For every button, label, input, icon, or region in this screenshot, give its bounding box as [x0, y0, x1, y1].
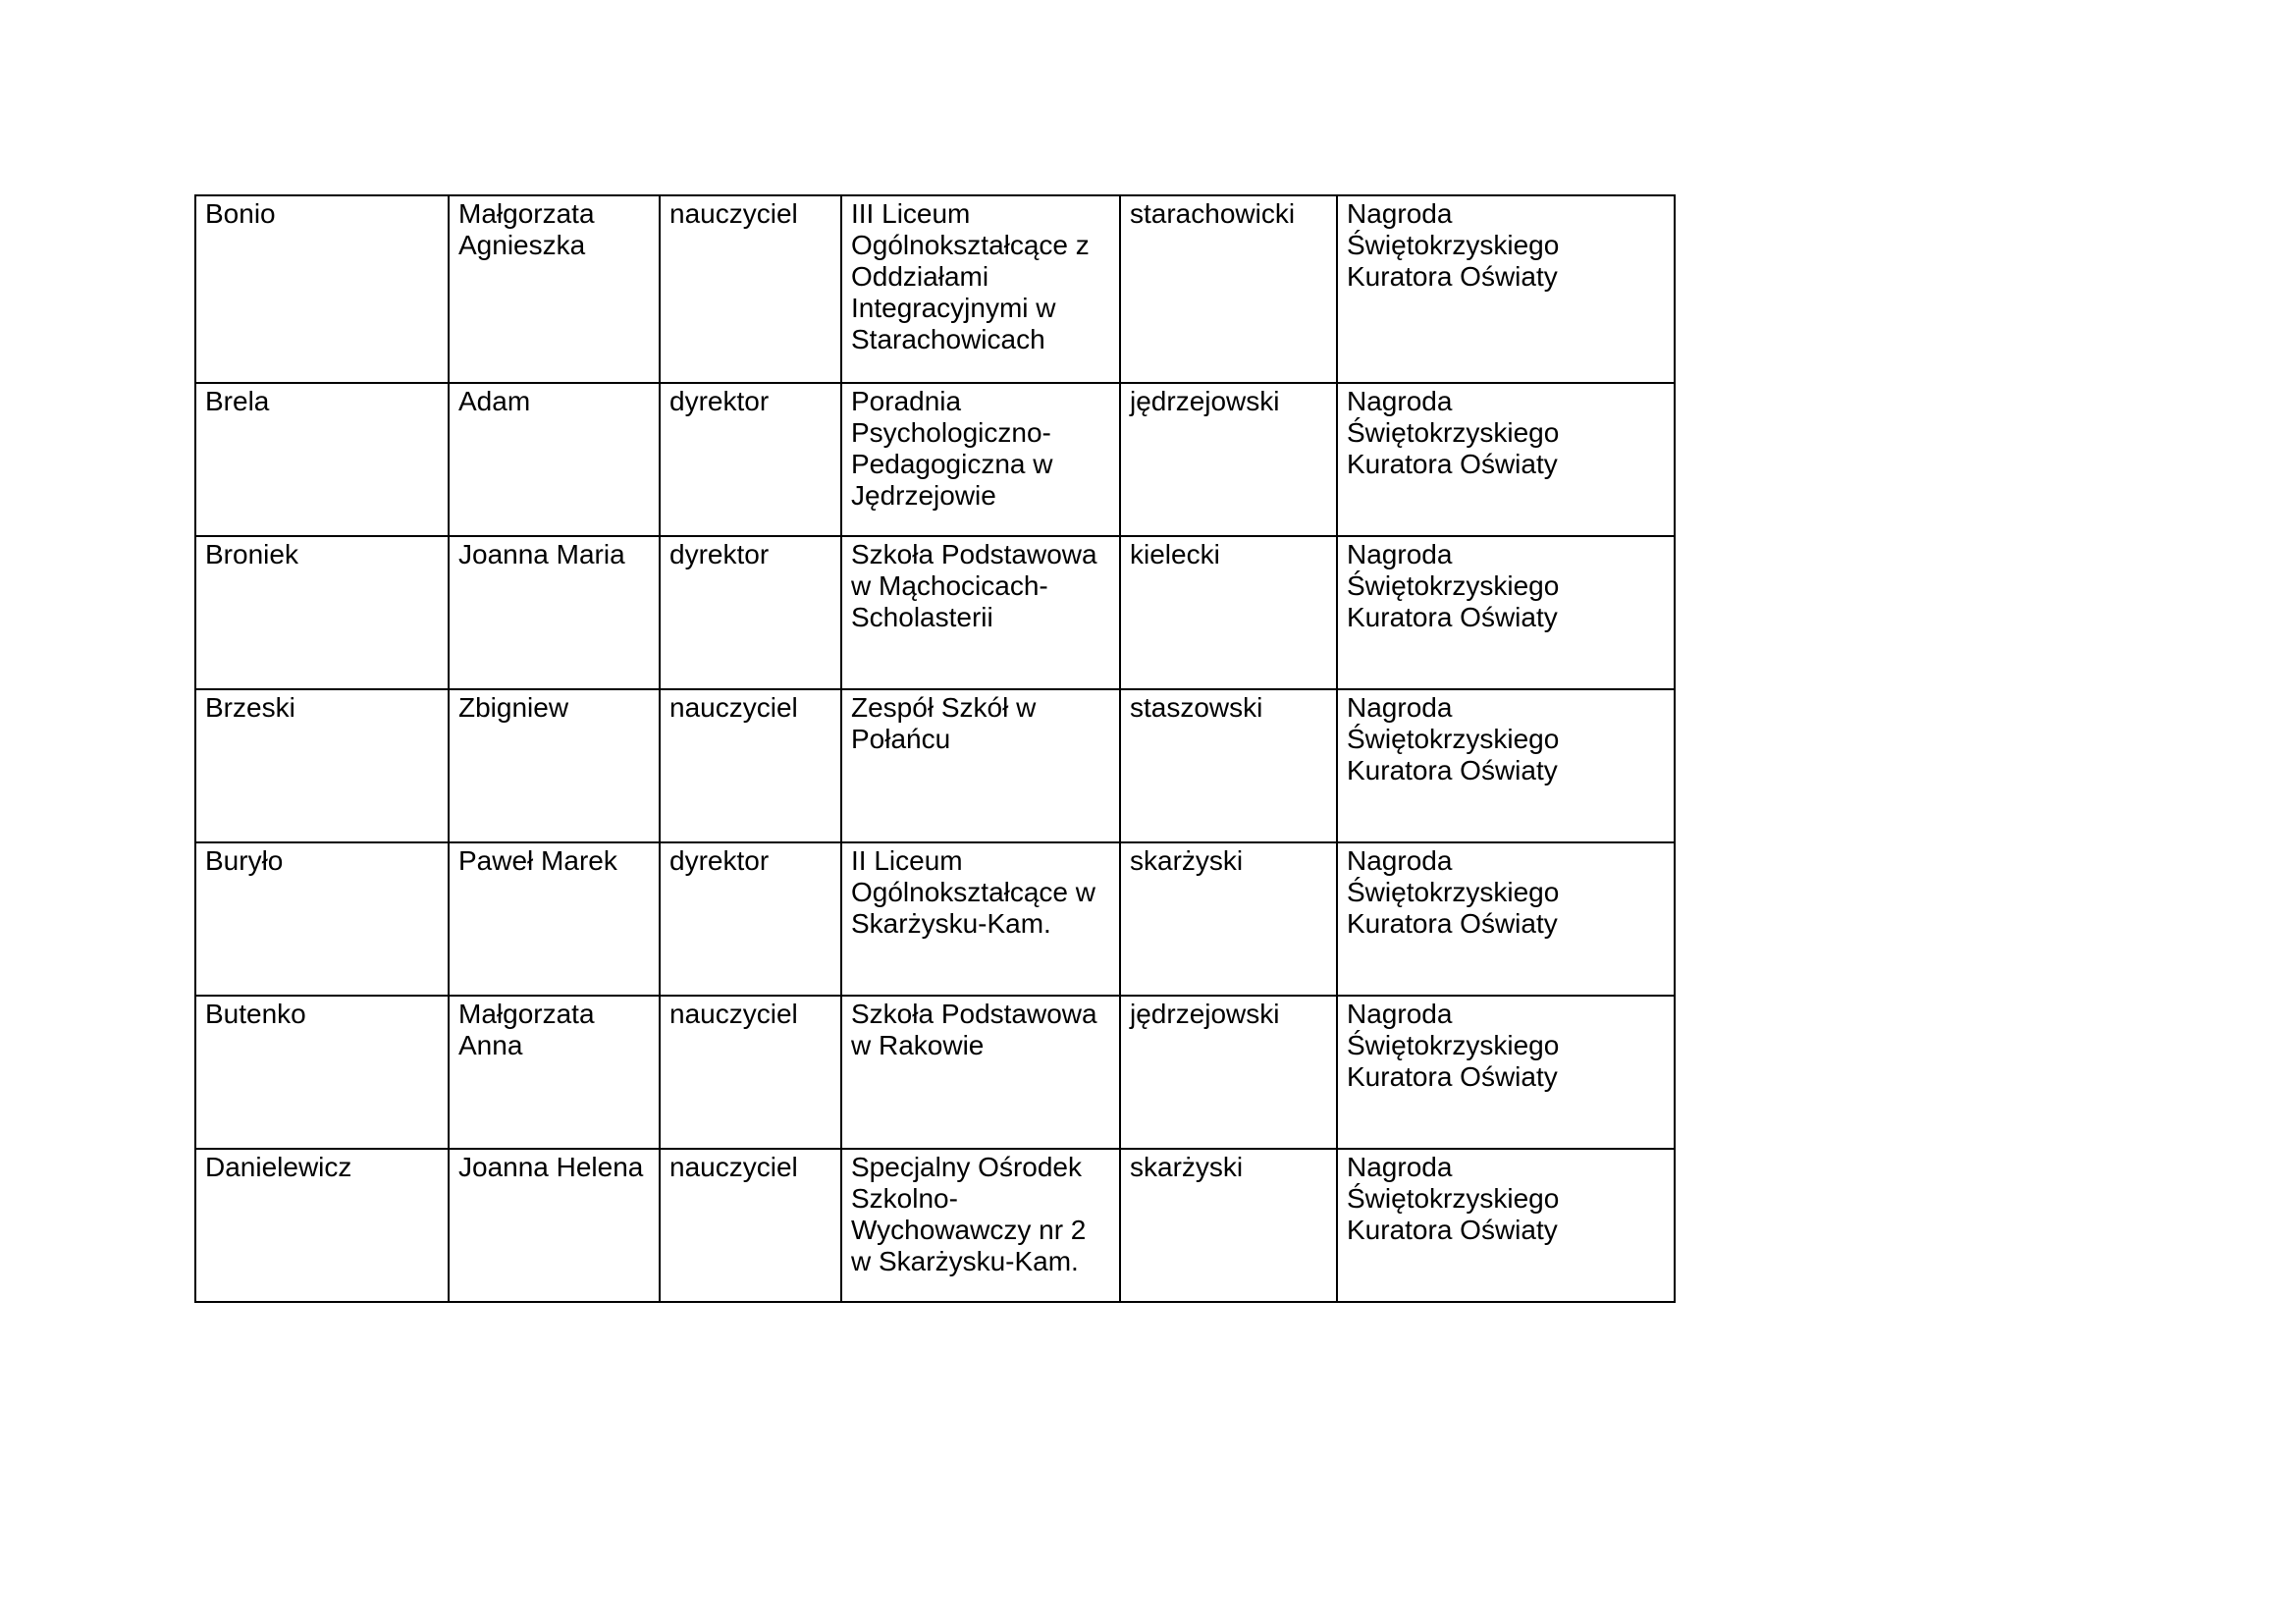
table-row — [195, 996, 1675, 1149]
cell-surname: Buryło — [195, 842, 449, 996]
cell-first-names: Joanna Helena — [449, 1149, 660, 1302]
cell-institution: Szkoła Podstawowa w Mąchocicach- Scholasterii — [841, 536, 1120, 689]
cell-county: skarżyski — [1120, 1149, 1337, 1302]
cell-award: Nagroda Świętokrzyskiego Kuratora Oświaty — [1337, 383, 1675, 536]
cell-position: nauczyciel — [660, 1149, 841, 1302]
cell-institution: Poradnia Psychologiczno- Pedagogiczna w Jędrzejowie — [841, 383, 1120, 536]
cell-award: Nagroda Świętokrzyskiego Kuratora Oświaty — [1337, 1149, 1675, 1302]
cell-position: dyrektor — [660, 383, 841, 536]
cell-first-names: Małgorzata Anna — [449, 996, 660, 1149]
cell-county: starachowicki — [1120, 195, 1337, 383]
cell-first-names: Zbigniew — [449, 689, 660, 842]
cell-surname: Danielewicz — [195, 1149, 449, 1302]
cell-position: nauczyciel — [660, 689, 841, 842]
cell-first-names: Adam — [449, 383, 660, 536]
cell-award: Nagroda Świętokrzyskiego Kuratora Oświaty — [1337, 195, 1675, 383]
cell-surname: Brzeski — [195, 689, 449, 842]
cell-institution: Szkoła Podstawowa w Rakowie — [841, 996, 1120, 1149]
cell-county: kielecki — [1120, 536, 1337, 689]
cell-county: jędrzejowski — [1120, 383, 1337, 536]
cell-position: nauczyciel — [660, 996, 841, 1149]
cell-county: jędrzejowski — [1120, 996, 1337, 1149]
cell-institution: Specjalny Ośrodek Szkolno- Wychowawczy nr 2 w Skarżysku-Kam. — [841, 1149, 1120, 1302]
cell-county: staszowski — [1120, 689, 1337, 842]
cell-award: Nagroda Świętokrzyskiego Kuratora Oświaty — [1337, 996, 1675, 1149]
cell-position: dyrektor — [660, 842, 841, 996]
cell-institution: II Liceum Ogólnokształcące w Skarżysku-Kam. — [841, 842, 1120, 996]
table-row — [195, 1149, 1675, 1302]
cell-award: Nagroda Świętokrzyskiego Kuratora Oświaty — [1337, 536, 1675, 689]
cell-award: Nagroda Świętokrzyskiego Kuratora Oświaty — [1337, 689, 1675, 842]
cell-institution: Zespół Szkół w Połańcu — [841, 689, 1120, 842]
cell-first-names: Joanna Maria — [449, 536, 660, 689]
table-row — [195, 195, 1675, 383]
cell-surname: Broniek — [195, 536, 449, 689]
cell-county: skarżyski — [1120, 842, 1337, 996]
cell-surname: Brela — [195, 383, 449, 536]
cell-institution: III Liceum Ogólnokształcące z Oddziałami Integracyjnymi w Starachowicach — [841, 195, 1120, 383]
table-row — [195, 842, 1675, 996]
table-row — [195, 689, 1675, 842]
cell-first-names: Małgorzata Agnieszka — [449, 195, 660, 383]
awards-table — [194, 194, 1676, 1303]
cell-position: nauczyciel — [660, 195, 841, 383]
table-row — [195, 536, 1675, 689]
cell-surname: Bonio — [195, 195, 449, 383]
cell-first-names: Paweł Marek — [449, 842, 660, 996]
table-row — [195, 383, 1675, 536]
cell-surname: Butenko — [195, 996, 449, 1149]
cell-award: Nagroda Świętokrzyskiego Kuratora Oświaty — [1337, 842, 1675, 996]
cell-position: dyrektor — [660, 536, 841, 689]
